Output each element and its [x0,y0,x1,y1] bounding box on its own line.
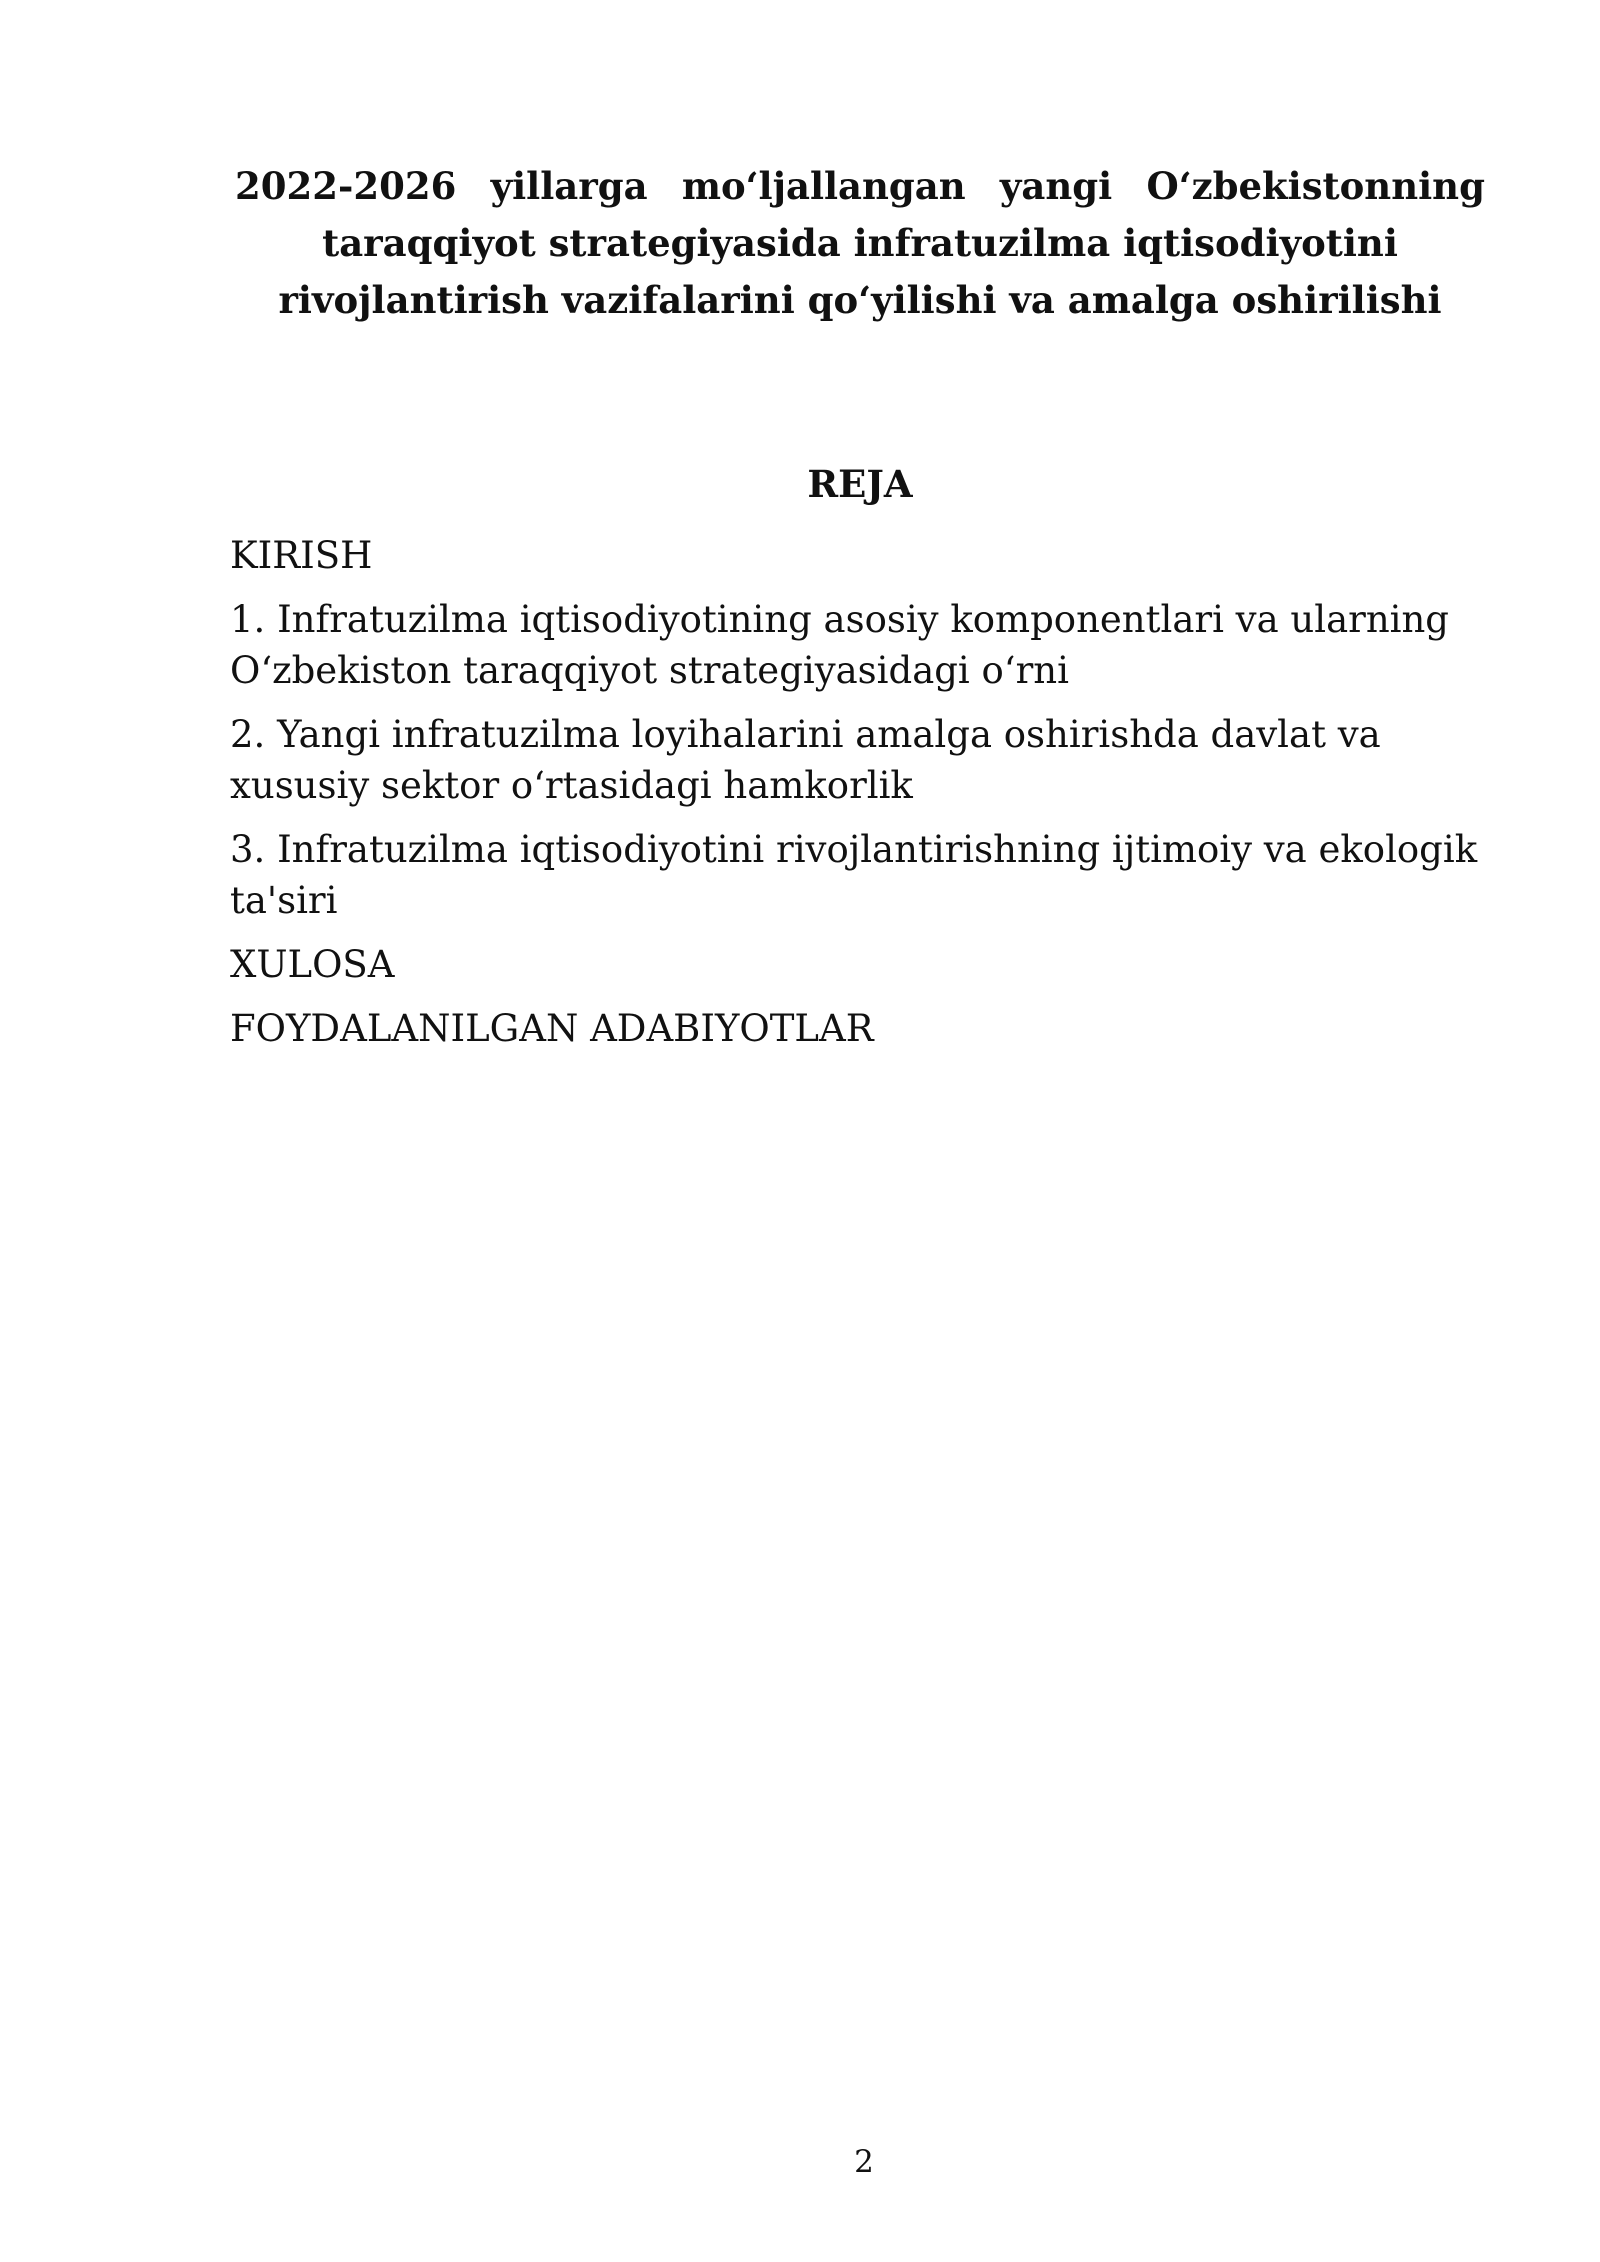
title-word: O‘zbekistonning [1146,164,1485,208]
title-word: yangi [999,164,1113,208]
title-line-1 [235,158,1485,215]
plan-item-references: FOYDALANILGAN ADABIYOTLAR [230,1007,874,1050]
plan-item-3: 3. Infratuzilma iqtisodiyotini rivojlantirishning ijtimoiy va ekologik ta'siri [230,828,1478,922]
plan-item-conclusion: XULOSA [230,943,395,986]
title-word: 2022-2026 [235,164,457,208]
plan-item-2: 2. Yangi infratuzilma loyihalarini amalga oshirishda davlat va xususiy sektor o‘rtasidagi hamkorlik [230,713,1381,807]
title-line-2: taraqqiyot strategiyasida infratuzilma iqtisodiyotini [322,221,1398,265]
title-word: mo‘ljallangan [681,164,966,208]
title-word: yillarga [490,164,648,208]
plan-item-introduction: KIRISH [230,534,373,577]
plan-heading: REJA [807,462,913,506]
page-number: 2 [854,2144,874,2180]
plan-item-1: 1. Infratuzilma iqtisodiyotining asosiy komponentlari va ularning O‘zbekiston taraqqiyot strategiyasidagi o‘rni [230,598,1449,692]
document-title [235,158,1485,329]
title-line-3: rivojlantirish vazifalarini qo‘yilishi va amalga oshirilishi [278,278,1442,322]
plan-list [230,530,1500,1067]
